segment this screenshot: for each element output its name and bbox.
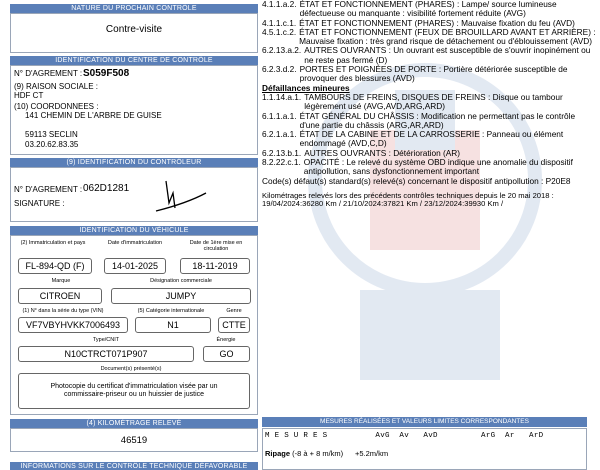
ripage-range: (-8 à + 8 m/km): [292, 449, 344, 458]
vin-label: (1) N° dans la série du type (VIN): [22, 308, 104, 314]
km-header: (4) KILOMÉTRAGE RELEVÉ: [10, 419, 258, 428]
energy-field: GO: [203, 346, 250, 362]
inspector-header: (9) IDENTIFICATION DU CONTRÔLEUR: [10, 158, 258, 167]
first-reg-label: Date de 1ère mise en circulation: [189, 240, 243, 252]
centre-header: IDENTIFICATION DU CENTRE DE CONTRÔLE: [10, 56, 258, 65]
minor-defect-text: TAMBOURS DE FREINS, DISQUES DE FREINS : Disque ou tambour légèrement usé (AVG,AVD,ARG,ARD): [304, 91, 563, 112]
defects-panel: [262, 0, 596, 209]
vehicle-header: IDENTIFICATION DU VÉHICULE: [10, 226, 258, 235]
minor-defect-code: 1.1.14.a.1.: [262, 91, 302, 102]
major-defect-text: ÉTAT ET FONCTIONNEMENT (PHARES) : Mauvaise fixation du feu (AVD): [299, 17, 575, 28]
bottom-header: INFORMATIONS SUR LE CONTRÔLE TECHNIQUE DÉFAVORABLE: [10, 462, 258, 470]
genre-label: Genre: [226, 308, 242, 314]
major-defect-text: ÉTAT ET FONCTIONNEMENT (PHARES) : Lampe/ source lumineuse défectueuse ou manquante : visibilité fortement réduite (AVG): [299, 0, 557, 19]
genre-field: CTTE: [218, 317, 250, 333]
reg-date-label: Date d'immatriculation: [107, 240, 163, 246]
vehicle-box: [10, 235, 258, 415]
major-defect-text: AUTRES OUVRANTS : Un ouvrant est susceptible de s'ouvrir inopinément ou ne reste pas fermé (D): [304, 45, 591, 65]
type-field: N10CTRCT071P907: [18, 346, 194, 362]
inspector-box: [10, 167, 258, 222]
km-box: [10, 428, 258, 452]
minor-defect-code: 6.1.1.a.1.: [262, 110, 297, 121]
next-visit-box: [10, 13, 258, 53]
inspector-approval-value: 062D1281: [83, 183, 130, 194]
approval-value: S059F508: [83, 68, 130, 79]
minor-defect-text: ÉTAT DE LA CABINE ET DE LA CARROSSERIE : Panneau ou élément endommagé (AVD,C,D): [299, 129, 564, 149]
docs-value-line2: commissaire-priseur ou un huissier de justice: [63, 391, 205, 398]
centre-box: [10, 65, 258, 155]
major-defect-code: 6.2.13.a.2.: [262, 45, 302, 56]
major-defect-text: ÉTAT ET FONCTIONNEMENT (FEUX DE BROUILLARD AVANT ET ARRIÈRE) : Mauvaise fixation : très grand risque de détachement ou d'éblouissement (AVD): [299, 26, 596, 47]
company-value: HDF CT: [14, 91, 44, 100]
ripage-label-text: Ripage: [265, 449, 291, 458]
vin-field: VF7VBYHVKK7006493: [18, 317, 128, 333]
minor-defect-row: [262, 158, 596, 177]
minor-defect-text: AUTRES OUVRANTS : Détérioration (AR): [304, 147, 461, 158]
category-label: (5) Catégorie internationale: [137, 308, 205, 314]
coords-line1: 141 CHEMIN DE L'ARBRE DE GUISE: [25, 111, 162, 120]
ripage-value: +5.2m/km: [355, 449, 389, 458]
measures-header: MESURES RÉALISÉES ET VALEURS LIMITES CORRESPONDANTES: [262, 417, 587, 427]
coords-label: (10) COORDONNEES :: [14, 102, 99, 111]
reg-field: FL-894-QD (F): [18, 258, 92, 274]
minor-defect-text: OPACITÉ : Le relevé du système OBD indique une anomalie du dispositif antipollution, sans dysfonctionnement important: [303, 157, 573, 177]
signature-image: [151, 173, 211, 218]
model-field: JUMPY: [111, 288, 251, 304]
minor-defects-title: Défaillances mineures: [262, 82, 350, 93]
major-defect-code: 4.5.1.c.2.: [262, 26, 297, 37]
first-reg-field: 18-11-2019: [180, 258, 250, 274]
minor-defect-code: 8.2.22.c.1.: [262, 157, 301, 168]
coords-line3: 03.20.62.83.35: [25, 140, 79, 149]
major-defect-code: 6.2.3.d.2.: [262, 64, 297, 75]
signature-label: SIGNATURE :: [14, 199, 65, 208]
minor-defect-row: [262, 93, 596, 112]
measures-columns: M E S U R E S AvG Av AvD ArG Ar ArD: [265, 432, 544, 440]
docs-label: Document(s) présenté(s): [100, 366, 162, 372]
major-defect-text: PORTES ET POIGNÉES DE PORTE : Portière détériorée susceptible de provoquer des blessures (AVD): [299, 64, 568, 84]
minor-defect-code: 6.2.13.b.1.: [262, 147, 302, 158]
energy-label: Énergie: [216, 337, 236, 343]
docs-value-line1: Photocopie du certificat d'immatriculation visée par un: [50, 383, 218, 390]
docs-field: [18, 373, 250, 409]
model-label: Désignation commerciale: [150, 278, 212, 284]
km-history: Kilométrages relevés lors des précédents contrôles techniques depuis le 20 mai 2018 : 19/04/2024:36280 Km / 21/10/2024:37821 Km / 23/12/2024:39930 Km /: [262, 190, 554, 209]
coords-line2: 59113 SECLIN: [25, 130, 78, 139]
next-visit-header: NATURE DU PROCHAIN CONTRÔLE: [10, 4, 258, 13]
company-label: (9) RAISON SOCIALE :: [14, 82, 99, 91]
major-defect-row: [262, 0, 596, 19]
ripage-label: [265, 449, 343, 458]
type-label: Type/CNIT: [92, 337, 120, 343]
category-field: N1: [135, 317, 211, 333]
measures-box: [262, 428, 587, 470]
brand-label: Marque: [51, 278, 71, 284]
next-visit-value: Contre-visite: [105, 24, 163, 35]
fault-code-line: Code(s) défaut(s) standard(s) relevé(s) concernant le dispositif antipollution : P20E8: [262, 175, 571, 186]
major-defect-code: 4.1.1.c.1.: [262, 17, 297, 28]
major-defect-row: [262, 28, 596, 47]
major-defect-code: 4.1.1.a.2.: [262, 0, 297, 9]
reg-label: (2) Immatriculation et pays: [20, 240, 86, 246]
major-defect-row: [262, 65, 596, 84]
minor-defect-row: [262, 112, 596, 131]
minor-defect-code: 6.2.1.a.1.: [262, 129, 297, 140]
inspector-approval-label: N° D'AGREMENT :: [14, 185, 83, 194]
approval-label: N° D'AGREMENT :: [14, 69, 83, 78]
km-value: 46519: [120, 435, 148, 446]
minor-defect-row: [262, 130, 596, 149]
major-defect-row: [262, 46, 596, 65]
reg-date-field: 14-01-2025: [104, 258, 166, 274]
brand-field: CITROEN: [18, 288, 102, 304]
minor-defect-text: ÉTAT GÉNÉRAL DU CHÂSSIS : Modification ne permettant pas le contrôle d'une partie du châssis (ARG,AR,ARD): [299, 110, 576, 130]
